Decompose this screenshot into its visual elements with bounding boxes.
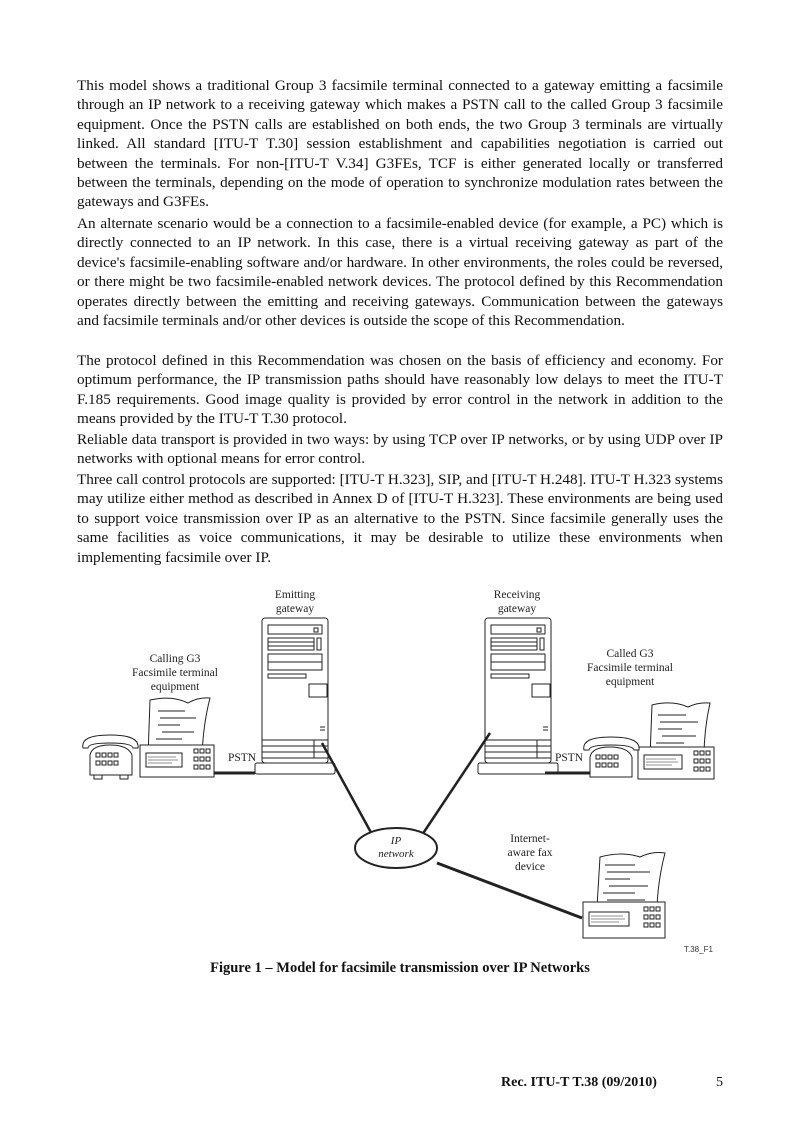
- network-diagram: [70, 585, 740, 955]
- paragraph-reliable-transport: Reliable data transport is provided in two ways: by using TCP over IP networks, or by using UDP over IP networks with optional means for error control.: [77, 431, 723, 468]
- footer-page-number: 5: [716, 1075, 723, 1090]
- paragraph-protocol-efficiency: The protocol defined in this Recommendation was chosen on the basis of efficiency and economy. For optimum performance, the IP transmission paths should have reasonably low delays to meet the ITU-T F.185 requirements. Good image quality is provided by error control in the network in addition to the means provided by the ITU-T T.30 protocol.: [77, 352, 723, 428]
- calling-fax-terminal-icon: [140, 698, 214, 777]
- footer-recommendation-reference: Rec. ITU-T T.38 (09/2010): [501, 1075, 657, 1090]
- figure-code: T.38_F1: [684, 945, 713, 954]
- ip-link-emitting: [322, 743, 374, 838]
- label-receiving-gateway: Receiving gateway: [493, 589, 541, 615]
- paragraph-call-control: Three call control protocols are supported: [ITU-T H.323], SIP, and [ITU-T H.248]. ITU-T H.323 systems may utilize either method as described in Annex D of [ITU-T H.323]. These environments are being used to support voice transmission over IP as an alternative to the PSTN. Since facsimile generally uses the same facilities as voice communications, it may be desirable to utilize these environments when implementing facsimile over IP.: [77, 471, 723, 566]
- ip-link-receiving: [420, 733, 490, 838]
- paragraph-alternate-scenario: An alternate scenario would be a connection to a facsimile-enabled device (for example, a PC) which is directly connected to an IP network. In this case, there is a virtual receiving gateway as part of the device's facsimile-enabling software and/or hardware. In other environments, the roles could be reversed, or there might be two facsimile-enabled network devices. The protocol defined by this Recommendation operates directly between the emitting and receiving gateways. Communication between the gateways and facsimile terminals and/or other devices is outside the scope of this Recommendation.: [77, 215, 723, 330]
- figure-caption: Figure 1 – Model for facsimile transmission over IP Networks: [210, 960, 590, 976]
- label-calling-g3-terminal: Calling G3 Facsimile terminal equipment: [132, 653, 218, 693]
- label-internet-aware-fax: Internet- aware fax device: [507, 833, 553, 873]
- label-ip-network: IP network: [378, 835, 414, 860]
- receiving-gateway-server-icon: [478, 618, 558, 774]
- label-pstn-right: PSTN: [554, 752, 584, 764]
- called-fax-terminal-icon: [638, 703, 714, 779]
- paragraph-model-description: This model shows a traditional Group 3 facsimile terminal connected to a gateway emitting a facsimile through an IP network to a receiving gateway which makes a PSTN call to the called Group 3 facsimile equipment. Once the PSTN calls are established on both ends, the two Group 3 terminals are virtually linked. All standard [ITU-T T.30] session establishment and capabilities negotiation is carried out between the terminals. For non-[ITU-T V.34] G3FEs, TCF is either generated locally or transferred between the terminals, depending on the mode of operation to synchronize modulation rates between the gateways and G3FEs.: [77, 77, 723, 211]
- label-called-g3-terminal: Called G3 Facsimile terminal equipment: [587, 648, 673, 688]
- label-pstn-left: PSTN: [227, 752, 257, 764]
- calling-telephone-icon: [83, 735, 138, 779]
- label-emitting-gateway: Emitting gateway: [274, 589, 316, 615]
- internet-aware-fax-icon: [583, 853, 665, 939]
- figure-fax-over-ip-model: [70, 585, 740, 955]
- called-telephone-icon: [584, 737, 639, 777]
- emitting-gateway-server-icon: [255, 618, 335, 774]
